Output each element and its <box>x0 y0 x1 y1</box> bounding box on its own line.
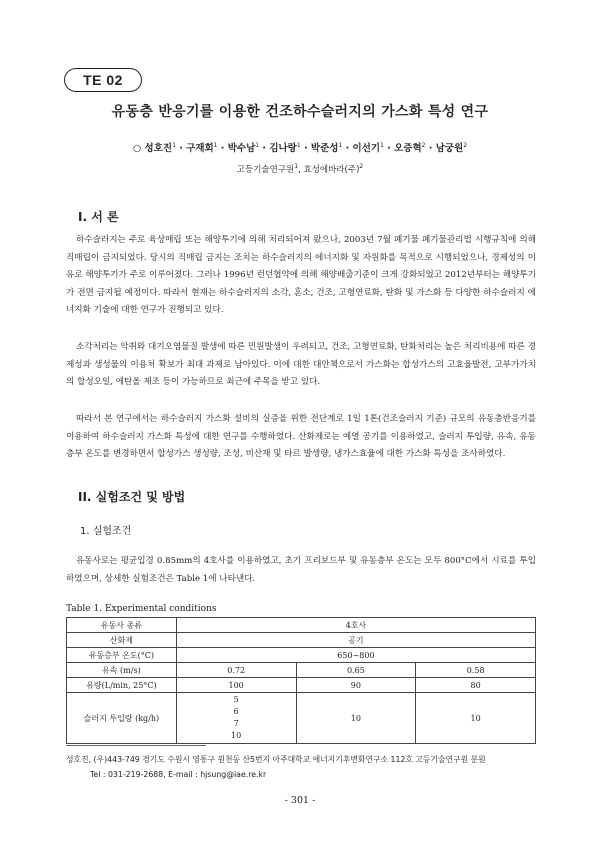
table-row <box>67 693 536 744</box>
author-affiliation-mark: 1 <box>213 141 218 149</box>
table-caption: Table 1. Experimental conditions <box>66 604 217 614</box>
table-cell: 80 <box>416 678 536 693</box>
table-row <box>67 633 536 648</box>
intro-paragraph-1: 하수슬러지는 주로 육상매립 또는 해양투기에 의해 처리되어져 왔으나, 2003년 7월 폐기물 폐기물관리법 시행규칙에 의해 직매립이 금지되었다. 당시의 직매립 금지는 조치는 하수슬러지의 에너지화 및 자원화를 목적으로 시행되었으나, 경제성의 이유로 해양투기가 주로 이루어졌다. 그러나 1996년 런던협약에 의해 해양배출기준이 크게 강화되었고 2012년부터는 해양투기가 전면 금지될 예정이다. 따라서 현재는 하수슬러지의 소각, 혼소, 건조, 고형연료화, 탄화 및 가스화 등 다양한 하수슬러지 에너지화 기술에 대한 연구가 진행되고 있다. <box>66 235 536 315</box>
table-cell: 10 <box>296 693 416 744</box>
author-affiliation-mark: 2 <box>463 141 468 149</box>
affiliation-mark: 2 <box>359 163 364 171</box>
row-label: 유량(L/min, 25°C) <box>67 678 177 693</box>
subsection-heading: 1. 실험조건 <box>80 526 132 537</box>
row-label: 유동층부 온도(°C) <box>67 648 177 663</box>
footnote-rule <box>66 745 206 746</box>
row-label: 산화제 <box>67 633 177 648</box>
affiliation-name: 고등기술연구원 <box>236 165 295 175</box>
author-affiliation-mark: 1 <box>172 141 176 149</box>
table-cell <box>176 693 296 744</box>
author-name: 박수남 <box>227 143 256 154</box>
table-cell: 0.72 <box>176 663 296 678</box>
table-row <box>67 663 536 678</box>
table-cell-value: 5 <box>233 695 239 704</box>
author-affiliation-mark: 1 <box>255 141 260 149</box>
affiliation-list: 고등기술연구원$^1$, 효성에바라(주)$^2$ <box>236 163 364 175</box>
session-tag: TE 02 <box>64 68 142 92</box>
table-row <box>67 618 536 633</box>
table-cell-value: 6 <box>233 707 239 716</box>
table-cell-value: 7 <box>233 719 239 728</box>
table-row <box>67 678 536 693</box>
author-affiliation-mark: 1 <box>380 141 384 149</box>
author-name: 남궁원 <box>435 143 464 154</box>
row-label: 유동사 종류 <box>67 618 177 633</box>
author-name: 이선기 <box>352 143 381 154</box>
footnote-address: 성호진, (우)443-749 경기도 수원시 영통구 원천동 산5번지 아주대학교 에너지기후변화연구소 112호 고등기술연구원 분원 <box>66 755 486 764</box>
footnote-contact: Tel : 031-219-2688, E-mail : hjsung@iae.re.kr <box>90 770 267 779</box>
conditions-table <box>66 617 536 744</box>
author-affiliation-mark: 1 <box>338 141 343 149</box>
table-cell: 100 <box>176 678 296 693</box>
author-name: 성호진 <box>144 143 173 154</box>
table-cell: 4호사 <box>176 618 535 633</box>
table-cell: 10 <box>416 693 536 744</box>
author-name: 김나랑 <box>269 143 297 154</box>
section-1-heading: I. 서 론 <box>78 210 119 224</box>
row-label: 슬러지 투입량 (kg/h) <box>67 693 177 744</box>
intro-paragraph-3: 따라서 본 연구에서는 하수슬러지 가스화 설비의 실증을 위한 전단계로 1일 1톤(건조슬러지 기준) 규모의 유동층반응기를 이용하여 하수슬러지 가스화 특성에 대한 연구를 수행하였다. 산화제로는 예열 공기를 이용하였고, 슬러지 투입량, 유속, 유동층부 온도를 변경하면서 합성가스 생성량, 조성, 비산재 및 타르 발생량, 냉가스효율에 대한 가스화 특성을 조사하였다. <box>66 414 536 459</box>
page-number: - 301 - <box>284 795 316 806</box>
table-cell: 90 <box>296 678 416 693</box>
table-cell: 650~800 <box>176 648 535 663</box>
author-prefix: ○ <box>132 143 142 154</box>
table-row <box>67 648 536 663</box>
section-2-heading: II. 실험조건 및 방법 <box>78 490 186 504</box>
author-list: ○ 성호진$^1$ · 구재회$^1$ · 박수남$^1$ · 김나랑$^1$ · 박준성$^1$ · 이선기$^1$ · 오증혁$^2$ · 남궁원$^2$ <box>132 141 468 154</box>
author-name: 박준성 <box>310 143 339 154</box>
footnote <box>66 752 486 782</box>
paper-title: 유동층 반응기를 이용한 건조하수슬러지의 가스화 특성 연구 <box>111 104 489 120</box>
table-cell: 0.65 <box>296 663 416 678</box>
author-affiliation-mark: 2 <box>421 141 426 149</box>
intro-paragraph-2: 소각처리는 악취와 대기오염물질 발생에 따른 민원발생이 우려되고, 건조, 고형연료화, 탄화처리는 높은 처리비용에 따른 경제성과 생성물의 이용처 확보가 최대 과제로 남아있다. 이에 대한 대안책으로서 가스화는 합성가스의 고효율발전, 고부가가치의 합성오일, 에탄올 제조 등이 가능하므로 최근에 주목을 받고 있다. <box>66 342 536 387</box>
author-name: 구재회 <box>186 143 214 154</box>
row-label: 유속 (m/s) <box>67 663 177 678</box>
affiliation-mark: 1 <box>294 163 299 171</box>
table-cell: 공기 <box>176 633 535 648</box>
table-cell-value: 10 <box>231 731 242 740</box>
table-cell: 0.58 <box>416 663 536 678</box>
author-name: 오증혁 <box>394 143 422 154</box>
author-affiliation-mark: 1 <box>296 141 301 149</box>
conditions-paragraph: 유동사로는 평균입경 0.85mm의 4호사를 이용하였고, 초기 프리보드부 및 유동층부 온도는 모두 800°C에서 시료를 투입하였으며, 상세한 실험조건은 Table 1에 나타낸다. <box>66 556 536 584</box>
affiliation-name: 효성에바라(주) <box>303 165 360 175</box>
